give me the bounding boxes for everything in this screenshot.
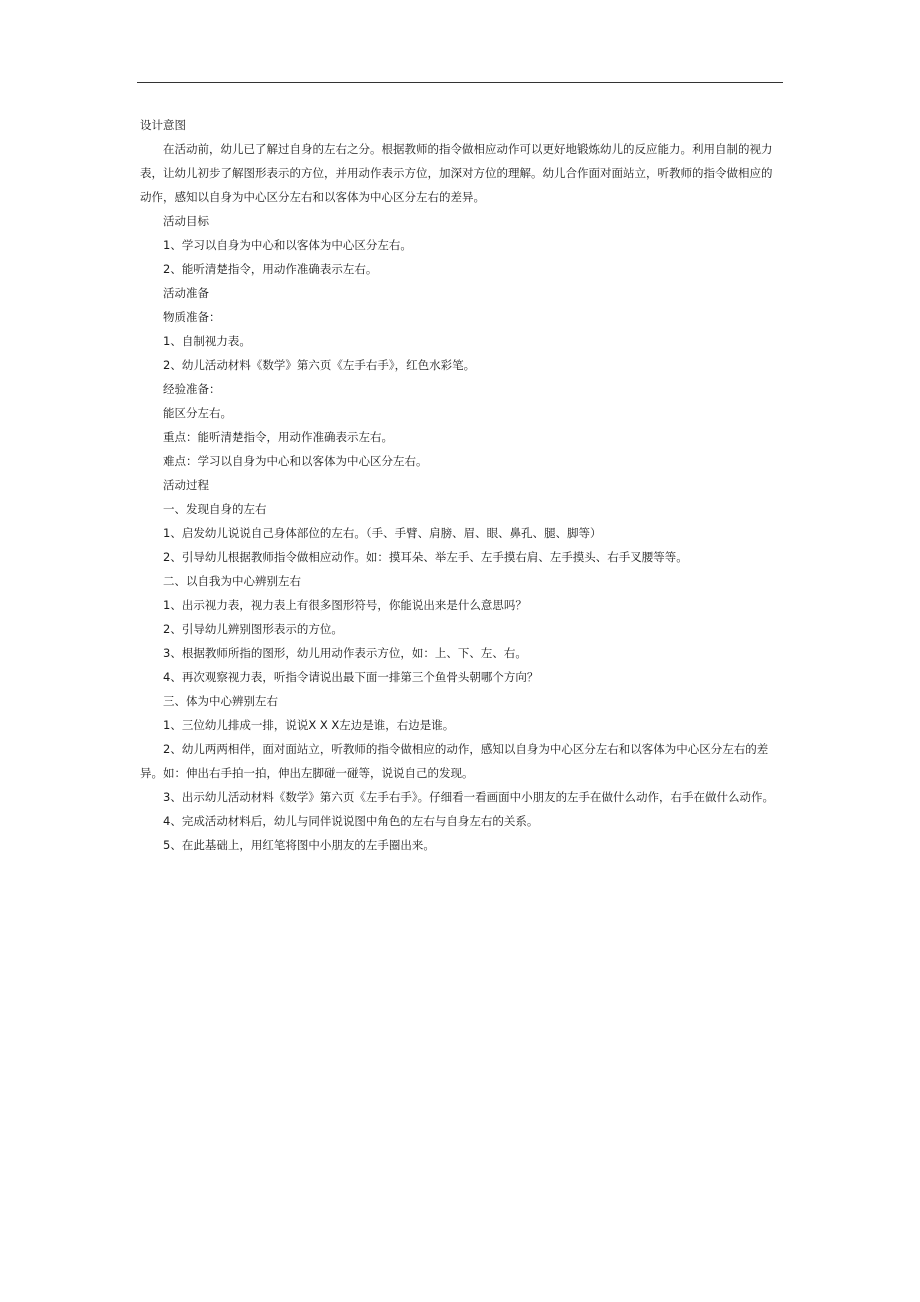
paragraph: 能区分左右。 (163, 406, 232, 420)
list-item: 1、学习以自身为中心和以客体为中心区分左右。 (163, 238, 412, 252)
paragraph: 在活动前，幼儿已了解过自身的左右之分。根据教师的指令做相应动作可以更好地锻炼幼儿的反应能力。利用自制的视力表，让幼儿初步了解图形表示的方位，并用动作表示方位，加深对方位的理解。幼儿合作面对面站立，听教师的指令做相应的动作，感知以自身为中心区分左右和以客体为中心区分左右的差异。 (140, 142, 773, 204)
section-heading: 活动目标 (163, 214, 209, 228)
list-item: 2、引导幼儿根据教师指令做相应动作。如：摸耳朵、举左手、左手摸右肩、左手摸头、右手叉腰等等。 (163, 550, 688, 564)
section-heading: 活动准备 (163, 286, 209, 300)
list-item: 3、根据教师所指的图形，幼儿用动作表示方位，如：上、下、左、右。 (163, 646, 527, 660)
subheading: 物质准备： (163, 310, 221, 324)
step-heading: 二、以自我为中心辨别左右 (163, 574, 301, 588)
step-heading: 三、体为中心辨别左右 (163, 694, 278, 708)
list-item: 3、出示幼儿活动材料《数学》第六页《左手右手》。仔细看一看画面中小朋友的左手在做什么动作，右手在做什么动作。 (163, 790, 775, 804)
list-item: 2、幼儿两两相伴，面对面站立，听教师的指令做相应的动作，感知以自身为中心区分左右和以客体为中心区分左右的差异。如：伸出右手拍一拍，伸出左脚碰一碰等，说说自己的发现。 (140, 742, 769, 780)
list-item: 5、在此基础上，用红笔将图中小朋友的左手圈出来。 (163, 838, 435, 852)
difficult-point: 难点：学习以自身为中心和以客体为中心区分左右。 (163, 454, 428, 468)
list-item: 2、能听清楚指令，用动作准确表示左右。 (163, 262, 378, 276)
list-item: 1、自制视力表。 (163, 334, 251, 348)
header-rule (137, 82, 783, 83)
section-heading: 设计意图 (140, 118, 186, 132)
document-body (140, 113, 783, 857)
list-item: 1、三位幼儿排成一排，说说X X X左边是谁，右边是谁。 (163, 718, 455, 732)
key-point: 重点：能听清楚指令，用动作准确表示左右。 (163, 430, 393, 444)
list-item: 1、出示视力表，视力表上有很多图形符号，你能说出来是什么意思吗？ (163, 598, 527, 612)
section-heading: 活动过程 (163, 478, 209, 492)
step-heading: 一、发现自身的左右 (163, 502, 267, 516)
list-item: 2、引导幼儿辨别图形表示的方位。 (163, 622, 343, 636)
list-item: 4、完成活动材料后，幼儿与同伴说说图中角色的左右与自身左右的关系。 (163, 814, 539, 828)
subheading: 经验准备： (163, 382, 221, 396)
list-item: 4、再次观察视力表，听指令请说出最下面一排第三个鱼骨头朝哪个方向？ (163, 670, 539, 684)
list-item: 2、幼儿活动材料《数学》第六页《左手右手》，红色水彩笔。 (163, 358, 476, 372)
list-item: 1、启发幼儿说说自己身体部位的左右。（手、手臂、肩膀、眉、眼、鼻孔、腿、脚等） (163, 526, 602, 540)
